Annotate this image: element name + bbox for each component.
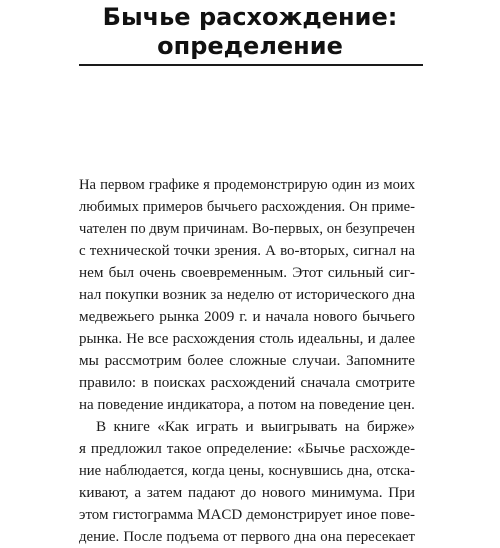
title-underline-rule [79, 64, 423, 66]
paragraph-1-line: медвежьего рынка 2009 г. и начала нового бычьего [79, 308, 415, 325]
paragraph-2-line: этом гистограмма MACD демонстрирует иное пове- [79, 507, 415, 523]
paragraph-1-line: рынка. Не все расхождения столь идеальны, и далее [79, 331, 415, 347]
paragraph-1-line: любимых примеров бычьего расхождения. Он приме- [79, 199, 415, 215]
paragraph-2-line: кивают, а затем падают до нового минимума. При [79, 484, 415, 501]
paragraph-2-line: я предложил такое определение: «Бычье расхожде- [79, 440, 415, 457]
paragraph-2-line: дение. После подъема от первого дна она пересекает [79, 529, 415, 545]
paragraph-1-line: с технической точки зрения. А во-вторых, сигнал на [79, 243, 415, 259]
paragraph-1-line: на поведение индикатора, а потом на поведение цен. [79, 397, 415, 413]
paragraph-1-line: мы рассмотрим более сложные случаи. Запомните [79, 352, 415, 369]
paragraph-1-line: чателен по двум причинам. Во-первых, он безупречен [79, 221, 415, 237]
paragraph-1-line: нал покупки возник за неделю от исторического дна [79, 287, 415, 303]
paragraph-1-line: нем был очень своевременным. Этот сильный сиг- [79, 264, 415, 281]
paragraph-2-line: ние наблюдается, когда цены, коснувшись дна, отска- [79, 463, 415, 479]
paragraph-1-line: На первом графике я продемонстрирую один из моих [79, 177, 415, 193]
chapter-title-line-1: Бычье расхождение: [102, 3, 398, 31]
chapter-title-line-2: определение [157, 32, 343, 60]
paragraph-2-line: В книге «Как играть и выигрывать на бирже» [96, 418, 415, 435]
paragraph-1-line: правило: в поисках расхождений сначала смотрите [79, 374, 415, 391]
